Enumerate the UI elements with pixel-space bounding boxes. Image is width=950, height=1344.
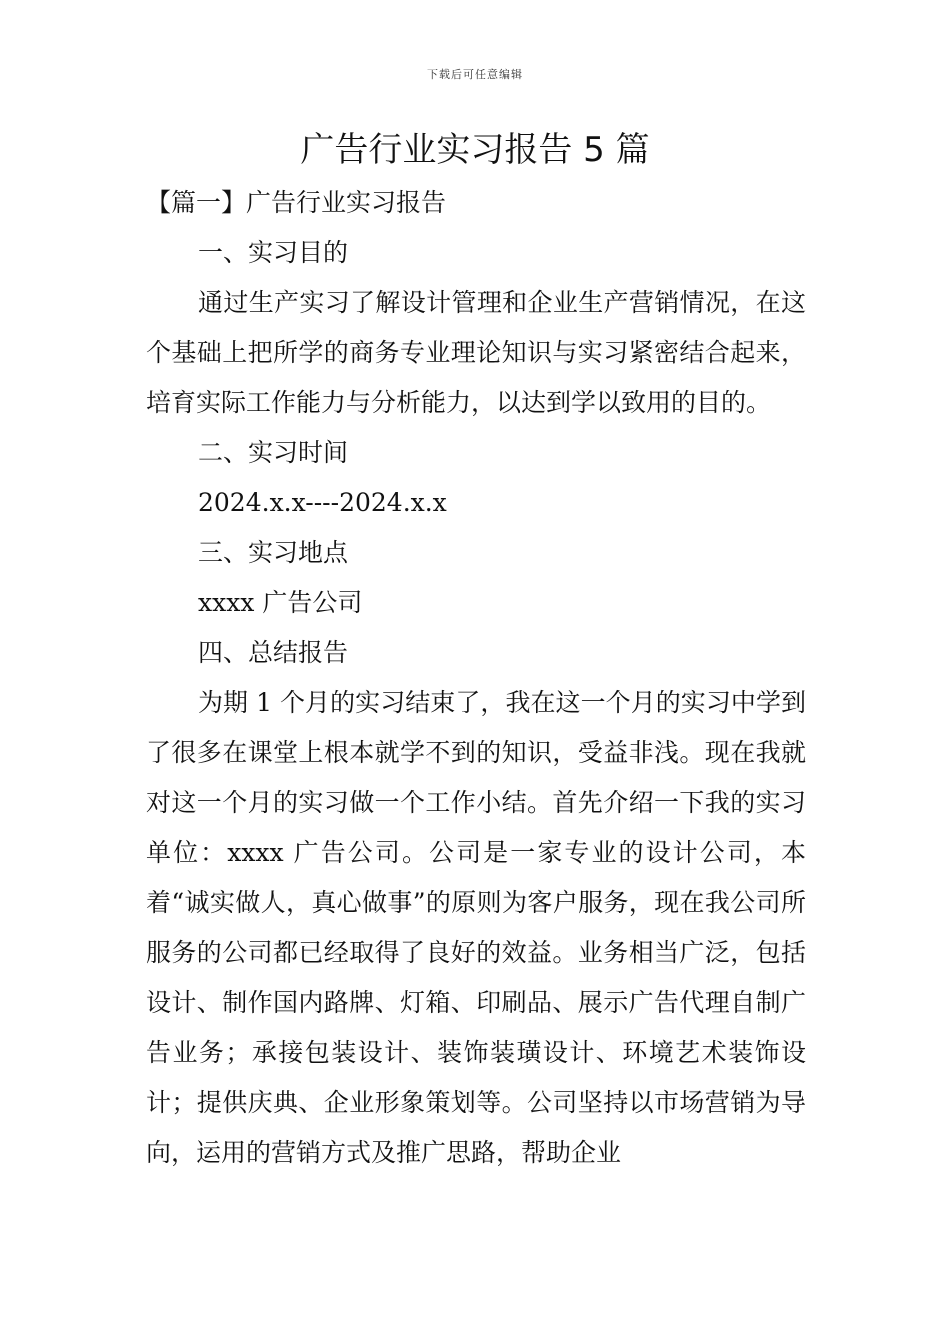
document-title: 广告行业实习报告 5 篇	[300, 130, 650, 170]
paragraph-time: 2024.x.x----2024.x.x	[198, 488, 447, 517]
paragraph-summary: 为期 1 个月的实习结束了，我在这一个月的实习中学到了很多在课堂上根本就学不到的知识，受益非浅。现在我就对这一个月的实习做一个工作小结。首先介绍一下我的实习单位：xxxx 广告公司。公司是一家专业的设计公司，本着“诚实做人，真心做事”的原则为客户服务，现在我公司所服务的公司都已经取得了良好的效益。业务相当广泛，包括设计、制作国内路牌、灯箱、印刷品、展示广告代理自制广告业务；承接包装设计、装饰装璜设计、环境艺术装饰设计；提供庆典、企业形象策划等。公司坚持以市场营销为导向，运用的营销方式及推广思路，帮助企业	[146, 688, 806, 1167]
paragraph-location: xxxx 广告公司	[198, 588, 363, 617]
heading-time: 二、实习时间	[198, 438, 349, 467]
heading-purpose: 一、实习目的	[198, 238, 349, 267]
paragraph-purpose: 通过生产实习了解设计管理和企业生产营销情况，在这个基础上把所学的商务专业理论知识与实习紧密结合起来，培育实际工作能力与分析能力，以达到学以致用的目的。	[146, 288, 806, 417]
header-note: 下载后可任意编辑	[427, 68, 523, 81]
heading-location: 三、实习地点	[198, 538, 349, 567]
section-heading: 【篇一】广告行业实习报告	[146, 188, 447, 217]
heading-summary: 四、总结报告	[198, 638, 349, 667]
document-body	[146, 178, 806, 1178]
